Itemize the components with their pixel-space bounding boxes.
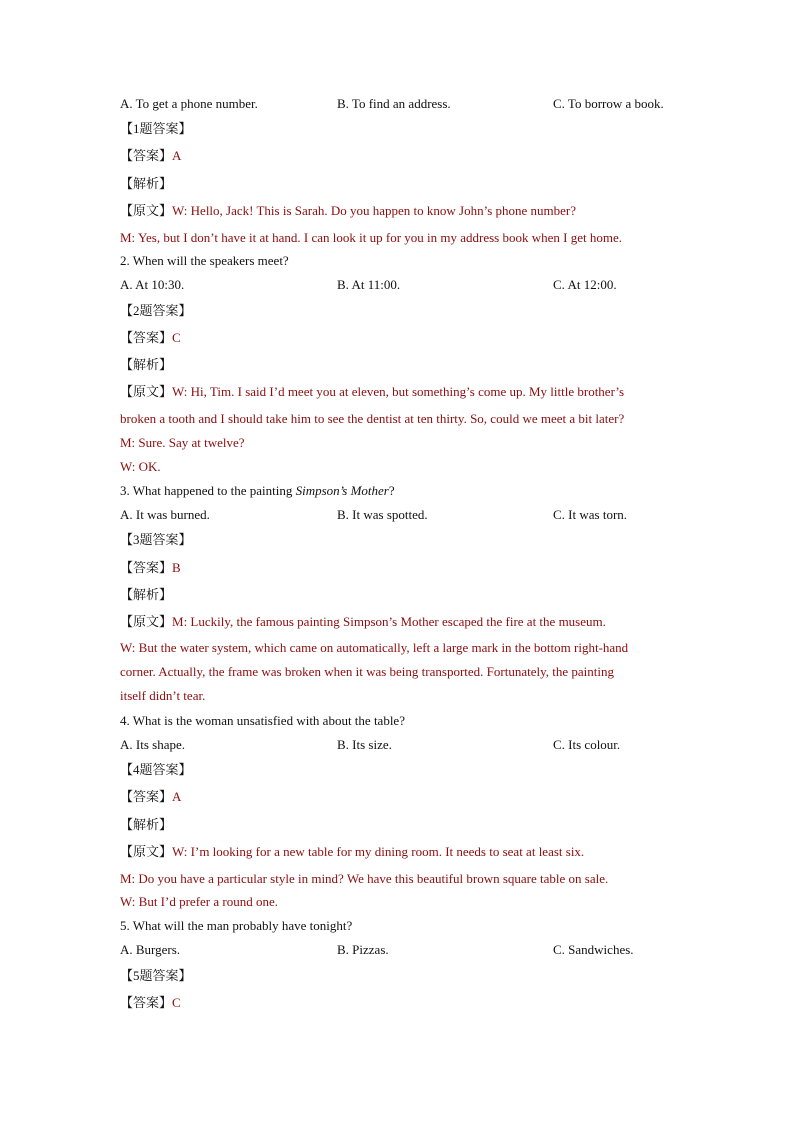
q1-transcript-line-2: M: Yes, but I don’t have it at hand. I can look it up for you in my address book when I get home. xyxy=(120,230,622,245)
q1-option-a: A. To get a phone number. xyxy=(120,96,258,111)
q3-question: 3. What happened to the painting Simpson’s Mother? xyxy=(120,483,395,498)
q1-transcript-line-1: 【原文】W: Hello, Jack! This is Sarah. Do you happen to know John’s phone number? xyxy=(120,203,577,218)
q4-transcript-line-1: 【原文】W: I’m looking for a new table for my dining room. It needs to seat at least six. xyxy=(120,844,585,859)
q2-transcript-line-3: M: Sure. Say at twelve? xyxy=(120,435,245,450)
q2-analysis-label: 【解析】 xyxy=(120,357,173,372)
q4-option-c: C. Its colour. xyxy=(553,737,621,752)
q3-transcript-line-1: 【原文】M: Luckily, the famous painting Simpson’s Mother escaped the fire at the museum. xyxy=(120,614,606,629)
q4-analysis-label: 【解析】 xyxy=(120,817,173,832)
q4-option-a: A. Its shape. xyxy=(120,737,185,752)
q2-option-a: A. At 10:30. xyxy=(120,277,185,292)
q1-option-c: C. To borrow a book. xyxy=(553,96,664,111)
q2-transcript-line-2: broken a tooth and I should take him to see the dentist at ten thirty. So, could we meet a bit later? xyxy=(120,411,625,426)
q3-option-a: A. It was burned. xyxy=(120,507,210,522)
q5-answer-title: 【5题答案】 xyxy=(120,968,192,983)
q5-option-a: A. Burgers. xyxy=(120,942,181,957)
q5-answer: 【答案】C xyxy=(120,995,181,1010)
q4-answer: 【答案】A xyxy=(120,789,182,804)
q2-question: 2. When will the speakers meet? xyxy=(120,253,289,268)
q3-transcript-line-3: corner. Actually, the frame was broken when it was being transported. Fortunately, the painting xyxy=(120,664,614,679)
q4-question: 4. What is the woman unsatisfied with about the table? xyxy=(120,713,405,728)
q3-option-b: B. It was spotted. xyxy=(337,507,428,522)
q3-transcript-line-2: W: But the water system, which came on automatically, left a large mark in the bottom right-hand xyxy=(120,640,629,655)
q5-option-b: B. Pizzas. xyxy=(337,942,389,957)
q4-transcript-line-3: W: But I’d prefer a round one. xyxy=(120,894,278,909)
q2-option-c: C. At 12:00. xyxy=(553,277,617,292)
q2-transcript-line-4: W: OK. xyxy=(120,459,161,474)
q5-option-c: C. Sandwiches. xyxy=(553,942,634,957)
q3-transcript-line-4: itself didn’t tear. xyxy=(120,688,206,703)
q2-option-b: B. At 11:00. xyxy=(337,277,401,292)
q5-question: 5. What will the man probably have tonight? xyxy=(120,918,353,933)
q3-answer-title: 【3题答案】 xyxy=(120,532,192,547)
q1-answer: 【答案】A xyxy=(120,148,182,163)
q4-answer-title: 【4题答案】 xyxy=(120,762,192,777)
q1-option-b: B. To find an address. xyxy=(337,96,451,111)
q1-answer-title: 【1题答案】 xyxy=(120,121,192,136)
q2-transcript-line-1: 【原文】W: Hi, Tim. I said I’d meet you at eleven, but something’s come up. My little brother’s xyxy=(120,384,625,399)
q4-option-b: B. Its size. xyxy=(337,737,392,752)
q3-analysis-label: 【解析】 xyxy=(120,587,173,602)
q3-answer: 【答案】B xyxy=(120,560,181,575)
q4-transcript-line-2: M: Do you have a particular style in mind? We have this beautiful brown square table on sale. xyxy=(120,871,609,886)
q3-option-c: C. It was torn. xyxy=(553,507,628,522)
q2-answer-title: 【2题答案】 xyxy=(120,303,192,318)
q1-analysis-label: 【解析】 xyxy=(120,176,173,191)
q2-answer: 【答案】C xyxy=(120,330,181,345)
